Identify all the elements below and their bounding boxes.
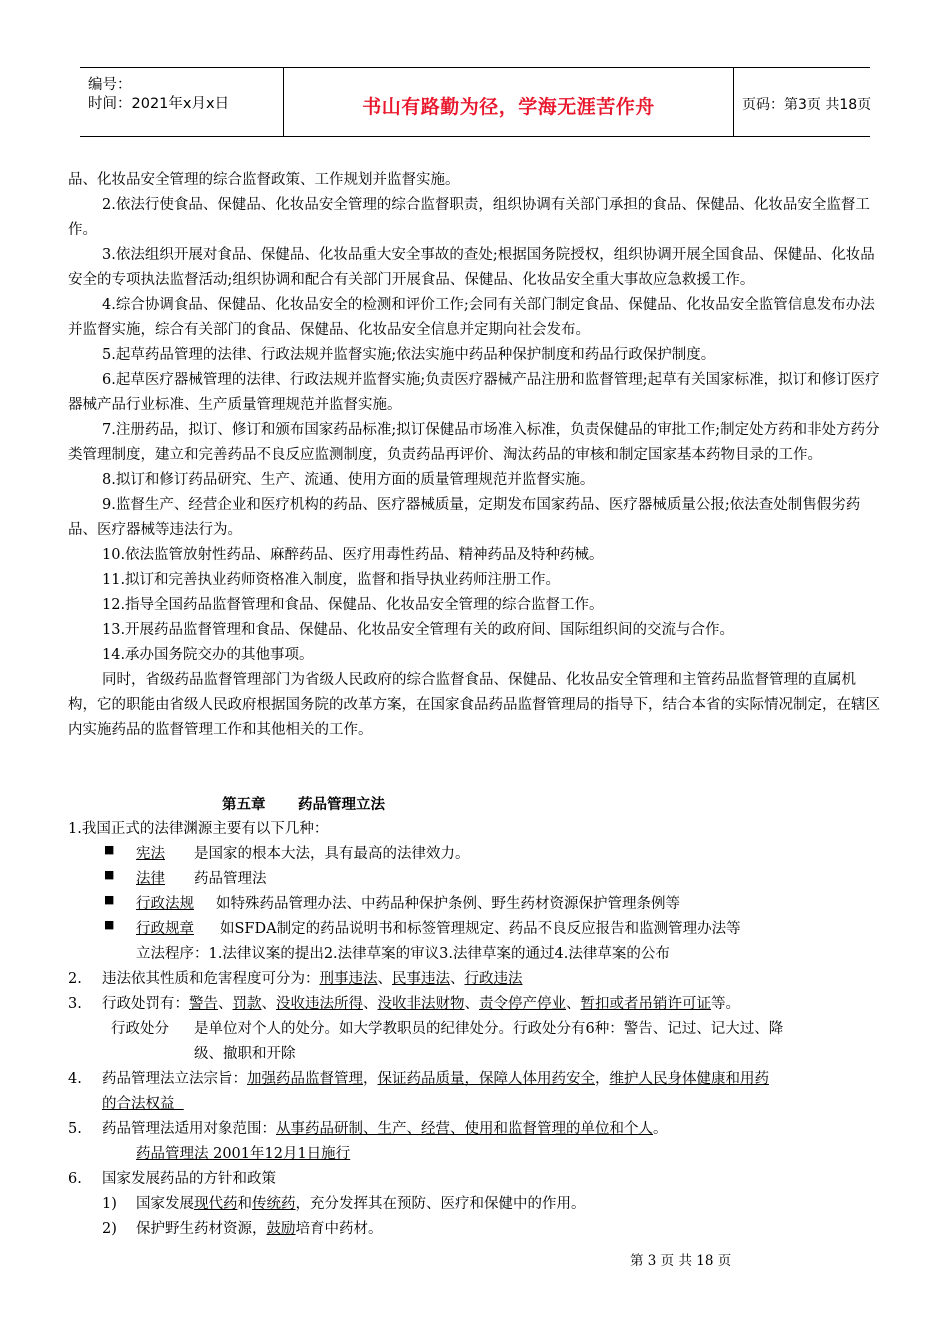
- legislation-procedure: 立法程序：1.法律议案的提出2.法律草案的审议3.法律草案的通过4.法律草案的公布: [136, 946, 670, 962]
- square-bullet-icon: ■: [104, 843, 115, 856]
- source-term: 法律: [136, 871, 165, 887]
- motto: 书山有路勤为径，学海无涯苦作舟: [362, 96, 655, 118]
- policy-item-2: [136, 1217, 383, 1242]
- policy-text: 国家发展: [136, 1196, 194, 1212]
- paragraph: 4.综合协调食品、保健品、化妆品安全的检测和评价工作;会同有关部门制定食品、保健品、化妆品安全监管信息发布办法并监督实施，综合有关部门的食品、保健品、化妆品安全信息并定期向社会发布。: [68, 297, 875, 338]
- section-2-text: 违法依其性质和危害程度可分为：: [102, 971, 320, 987]
- document-number: 编号：: [88, 77, 132, 93]
- paragraph: 2.依法行使食品、保健品、化妆品安全管理的综合监督职责，组织协调有关部门承担的食品、保健品、化妆品安全监督工作。: [68, 197, 870, 238]
- separator: 、: [450, 971, 465, 987]
- separator: 、: [377, 971, 392, 987]
- chapter-number: 第五章: [222, 796, 266, 813]
- source-desc: 如SFDA制定的药品说明书和标签管理规定、药品不良反应报告和监测管理办法等: [220, 921, 741, 937]
- header-page-cell: [734, 68, 870, 136]
- source-desc: 如特殊药品管理办法、中药品种保护条例、野生药材资源保护管理条例等: [216, 896, 680, 912]
- square-bullet-icon: ■: [104, 868, 115, 881]
- list-number: 3.: [68, 996, 82, 1012]
- policy-text: 培育中药材。: [295, 1221, 383, 1237]
- violation-type: 行政违法: [464, 971, 523, 987]
- paragraph: 5.起草药品管理的法律、行政法规并监督实施;依法实施中药品种保护制度和药品行政保护制度。: [102, 347, 716, 363]
- paragraph: 8.拟订和修订药品研究、生产、流通、使用方面的质量管理规范并监督实施。: [102, 472, 595, 488]
- chapter-title: 药品管理立法: [298, 796, 385, 813]
- body-text: [68, 168, 883, 743]
- sub-list-number: 2): [102, 1221, 117, 1237]
- list-number: 6.: [68, 1171, 82, 1187]
- policy-term: 鼓励: [266, 1221, 296, 1237]
- header-meta-cell: [80, 68, 284, 136]
- separator: 、: [363, 996, 378, 1012]
- section-4-line: [102, 1067, 769, 1092]
- list-number: 4.: [68, 1071, 82, 1087]
- section-3-line: [102, 992, 740, 1017]
- paragraph: 11.拟订和完善执业药师资格准入制度，监督和指导执业药师注册工作。: [102, 572, 561, 588]
- separator: 、: [566, 996, 581, 1012]
- section-5-line: [102, 1117, 668, 1142]
- policy-text: ，充分发挥其在预防、医疗和保健中的作用。: [295, 1196, 586, 1212]
- section-5-tail: 。: [653, 1121, 668, 1137]
- separator: 、: [218, 996, 233, 1012]
- sub-list-number: 1): [102, 1196, 117, 1212]
- purpose-phrase: 的合法权益: [102, 1096, 175, 1112]
- policy-text: 保护野生药材资源，: [136, 1221, 267, 1237]
- list-number: 2.: [68, 971, 82, 987]
- section-3-tail: 等。: [711, 996, 740, 1012]
- paragraph: 13.开展药品监督管理和食品、保健品、化妆品安全管理有关的政府间、国际组织间的交流与合作。: [102, 622, 735, 638]
- source-term: 宪法: [136, 846, 165, 862]
- paragraph: 6.起草医疗器械管理的法律、行政法规并监督实施;负责医疗器械产品注册和监督管理;起草有关国家标准，拟订和修订医疗器械产品行业标准、生产质量管理规范并监督实施。: [68, 372, 880, 413]
- paragraph: 14.承办国务院交办的其他事项。: [102, 647, 314, 663]
- square-bullet-icon: ■: [104, 918, 115, 931]
- purpose-phrase: 维护人民身体健康和用药: [609, 1071, 769, 1087]
- paragraph: 品、化妆品安全管理的综合监督政策、工作规划并监督实施。: [68, 172, 460, 188]
- penalty-type: 警告: [189, 996, 218, 1012]
- source-term: 行政法规: [136, 896, 194, 912]
- penalty-type: 没收违法所得: [276, 996, 363, 1012]
- page-header: [80, 67, 870, 137]
- penalty-type: 责令停产停业: [479, 996, 566, 1012]
- purpose-phrase-cont: [102, 1092, 184, 1117]
- section-2-line: [102, 967, 523, 992]
- section-6-text: 国家发展药品的方针和政策: [102, 1171, 276, 1187]
- source-term: 行政规章: [136, 921, 194, 937]
- square-bullet-icon: ■: [104, 893, 115, 906]
- policy-term: 现代药: [194, 1196, 238, 1212]
- source-desc: 是国家的根本大法，具有最高的法律效力。: [194, 846, 470, 862]
- effective-date: 药品管理法 2001年12月1日施行: [136, 1146, 351, 1162]
- scope-phrase: 从事药品研制、生产、经营、使用和监督管理的单位和个人: [276, 1121, 653, 1137]
- policy-text: 和: [237, 1196, 252, 1212]
- purpose-phrase: 加强药品监督管理: [247, 1071, 363, 1087]
- source-desc: 药品管理法: [194, 871, 267, 887]
- page-footer: 第 3 页 共 18 页: [630, 1253, 732, 1269]
- separator: ，: [363, 1071, 378, 1087]
- paragraph: 3.依法组织开展对食品、保健品、化妆品重大安全事故的查处;根据国务院授权，组织协调开展全国食品、保健品、化妆品安全的专项执法监督活动;组织协调和配合有关部门开展食品、保健品、化妆品安全重大事故应急救援工作。: [68, 247, 875, 288]
- paragraph: 9.监督生产、经营企业和医疗机构的药品、医疗器械质量，定期发布国家药品、医疗器械质量公报;依法查处制售假劣药品、医疗器械等违法行为。: [68, 497, 861, 538]
- paragraph: 同时，省级药品监督管理部门为省级人民政府的综合监督食品、保健品、化妆品安全管理和主管药品监督管理的直属机构，它的职能由省级人民政府根据国务院的改革方案，在国家食品药品监督管理局的指导下，结合本省的实际情况制定，在辖区内实施药品的监督管理工作和其他相关的工作。: [68, 672, 880, 738]
- admin-sanction-desc-cont: 级、撤职和开除: [194, 1046, 296, 1062]
- violation-type: 民事违法: [392, 971, 450, 987]
- section-1-intro: 1.我国正式的法律渊源主要有以下几种：: [68, 821, 329, 837]
- separator: ，: [595, 1071, 610, 1087]
- separator: 、: [464, 996, 479, 1012]
- purpose-phrase: 保证药品质量，保障人体用药安全: [377, 1071, 595, 1087]
- policy-term: 传统药: [252, 1196, 296, 1212]
- penalty-type: 暂扣或者吊销许可证: [580, 996, 711, 1012]
- penalty-type: 罚款: [232, 996, 262, 1012]
- paragraph: 10.依法监管放射性药品、麻醉药品、医疗用毒性药品、精神药品及特种药械。: [102, 547, 604, 563]
- section-4-text: 药品管理法立法宗旨：: [102, 1071, 247, 1087]
- penalty-type: 没收非法财物: [377, 996, 465, 1012]
- section-3-text: 行政处罚有：: [102, 996, 189, 1012]
- admin-sanction-label: 行政处分: [111, 1021, 169, 1037]
- paragraph: 7.注册药品，拟订、修订和颁布国家药品标准;拟订保健品市场准入标准，负责保健品的审批工作;制定处方药和非处方药分类管理制度，建立和完善药品不良反应监测制度，负责药品再评价、淘汰药品的审核和制定国家基本药物目录的工作。: [68, 422, 880, 463]
- document-date: 时间：2021年x月x日: [88, 96, 230, 112]
- list-number: 5.: [68, 1121, 82, 1137]
- section-5-text: 药品管理法适用对象范围：: [102, 1121, 276, 1137]
- page-info: 页码：第3页 共18页: [742, 97, 872, 113]
- paragraph: 12.指导全国药品监督管理和食品、保健品、化妆品安全管理的综合监督工作。: [102, 597, 604, 613]
- header-motto-cell: [284, 68, 734, 136]
- separator: 、: [261, 996, 276, 1012]
- admin-sanction-desc: 是单位对个人的处分。如大学教职员的纪律处分。行政处分有6种：警告、记过、记大过、降: [194, 1021, 784, 1037]
- policy-item-1: [136, 1192, 586, 1217]
- violation-type: 刑事违法: [319, 971, 378, 987]
